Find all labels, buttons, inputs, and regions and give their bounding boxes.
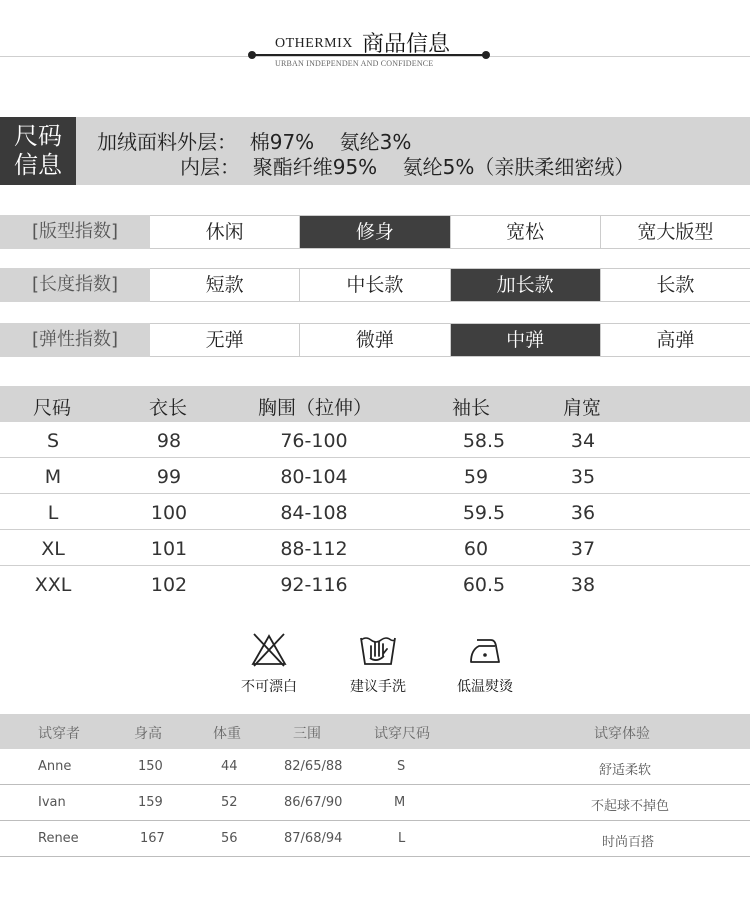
tester-measurements: 87/68/94 — [284, 831, 343, 846]
shoulder-cell: 36 — [570, 502, 596, 524]
size-cell: XXL — [34, 574, 72, 596]
care-label-low-temp-iron: 低温熨烫 — [457, 679, 513, 695]
sleeve-cell: 58.5 — [462, 430, 506, 452]
height-col-header: 身高 — [134, 726, 162, 742]
size-cell: XL — [41, 538, 65, 560]
stretch-option-slight: 微弹 — [299, 324, 449, 356]
stretch-option-medium: 中弹 — [450, 324, 600, 356]
length-option-long: 长款 — [600, 269, 750, 301]
size-info-tag-line2: 信息 — [14, 151, 62, 179]
chest-cell: 92-116 — [280, 574, 348, 596]
chest-cell: 76-100 — [280, 430, 348, 452]
hand-wash-icon — [358, 632, 398, 668]
length-index-options — [150, 268, 750, 302]
length-option-short: 短款 — [205, 274, 244, 296]
header-dot-left — [248, 51, 256, 59]
no-bleach-icon — [249, 632, 289, 668]
header-dot-right — [482, 51, 490, 59]
table-row — [0, 749, 750, 785]
care-hand-wash — [338, 632, 418, 696]
size-table-header — [0, 386, 750, 422]
tester-experience: 时尚百搭 — [602, 835, 655, 850]
table-row — [0, 458, 750, 494]
stretch-index-label: [弹性指数] — [0, 323, 150, 357]
fit-option-loose: 宽松 — [450, 216, 600, 248]
fit-index-options — [150, 215, 750, 249]
size-info-tag-line1: 尺码 — [14, 122, 62, 150]
stretch-option-none: 无弹 — [205, 329, 244, 351]
length-option-extra-long: 加长款 — [450, 269, 600, 301]
fit-index-label: [版型指数] — [0, 215, 150, 249]
tester-weight: 44 — [221, 759, 238, 774]
table-row — [0, 494, 750, 530]
weight-col-header: 体重 — [213, 726, 241, 742]
sleeve-cell: 59 — [463, 466, 489, 488]
table-row — [0, 530, 750, 566]
stretch-index-row — [0, 323, 750, 357]
tester-measurements: 86/67/90 — [284, 795, 343, 810]
tester-col-header: 试穿者 — [38, 726, 80, 742]
chest-cell: 84-108 — [280, 502, 348, 524]
tester-experience: 舒适柔软 — [599, 763, 652, 778]
fit-option-oversize: 宽大版型 — [600, 216, 750, 248]
tester-height: 159 — [138, 795, 163, 810]
tester-size: L — [398, 831, 406, 846]
stretch-index-options — [150, 323, 750, 357]
length-cell: 101 — [150, 538, 188, 560]
table-row — [0, 422, 750, 458]
chest-col-header: 胸围（拉伸） — [258, 397, 373, 419]
chest-cell: 80-104 — [280, 466, 348, 488]
shoulder-col-header: 肩宽 — [563, 397, 602, 419]
tried-size-col-header: 试穿尺码 — [374, 726, 430, 742]
chest-cell: 88-112 — [280, 538, 348, 560]
tester-name: Anne — [38, 759, 72, 774]
length-index-label: [长度指数] — [0, 268, 150, 302]
care-label-no-bleach: 不可漂白 — [241, 679, 297, 695]
tester-name: Renee — [38, 831, 79, 846]
page-title: 商品信息 — [362, 32, 451, 57]
low-temp-iron-icon — [465, 632, 505, 668]
size-info-tag — [0, 117, 76, 185]
sleeve-cell: 60 — [463, 538, 489, 560]
tester-height: 167 — [140, 831, 165, 846]
length-index-row — [0, 268, 750, 302]
shoulder-cell: 38 — [570, 574, 596, 596]
material-inner: 内层： 聚酯纤维95% 氨纶5%（亲肤柔细密绒） — [180, 155, 635, 179]
tester-height: 150 — [138, 759, 163, 774]
experience-col-header: 试穿体验 — [594, 726, 650, 742]
length-cell: 99 — [156, 466, 182, 488]
brand-name: OTHERMIX — [275, 36, 353, 51]
shoulder-cell: 34 — [570, 430, 596, 452]
care-no-bleach — [229, 632, 309, 696]
stretch-option-high: 高弹 — [600, 324, 750, 356]
brand-slogan: URBAN INDEPENDEN AND CONFIDENCE — [275, 59, 434, 68]
table-row — [0, 566, 750, 602]
material-outer: 加绒面料外层： 棉97% 氨纶3% — [97, 130, 412, 154]
table-row — [0, 785, 750, 821]
length-cell: 100 — [150, 502, 188, 524]
length-option-mid: 中长款 — [299, 269, 449, 301]
size-cell: S — [46, 430, 60, 452]
fit-option-casual: 休闲 — [205, 221, 244, 243]
measurements-col-header: 三围 — [293, 726, 321, 742]
shoulder-cell: 35 — [570, 466, 596, 488]
tester-weight: 52 — [221, 795, 238, 810]
care-label-hand-wash: 建议手洗 — [350, 679, 406, 695]
tester-weight: 56 — [221, 831, 238, 846]
tester-experience: 不起球不掉色 — [591, 799, 670, 814]
length-cell: 98 — [156, 430, 182, 452]
fit-option-slim: 修身 — [299, 216, 449, 248]
table-row — [0, 821, 750, 857]
tester-measurements: 82/65/88 — [284, 759, 343, 774]
size-cell: M — [44, 466, 62, 488]
length-cell: 102 — [150, 574, 188, 596]
sleeve-col-header: 袖长 — [452, 397, 491, 419]
size-cell: L — [47, 502, 59, 524]
care-low-temp-iron — [445, 632, 525, 696]
tester-size: S — [397, 759, 406, 774]
fit-index-row — [0, 215, 750, 249]
tester-name: Ivan — [38, 795, 66, 810]
sleeve-cell: 59.5 — [462, 502, 506, 524]
tester-size: M — [394, 795, 406, 810]
length-col-header: 衣长 — [149, 397, 188, 419]
sleeve-cell: 60.5 — [462, 574, 506, 596]
size-col-header: 尺码 — [33, 397, 72, 419]
shoulder-cell: 37 — [570, 538, 596, 560]
